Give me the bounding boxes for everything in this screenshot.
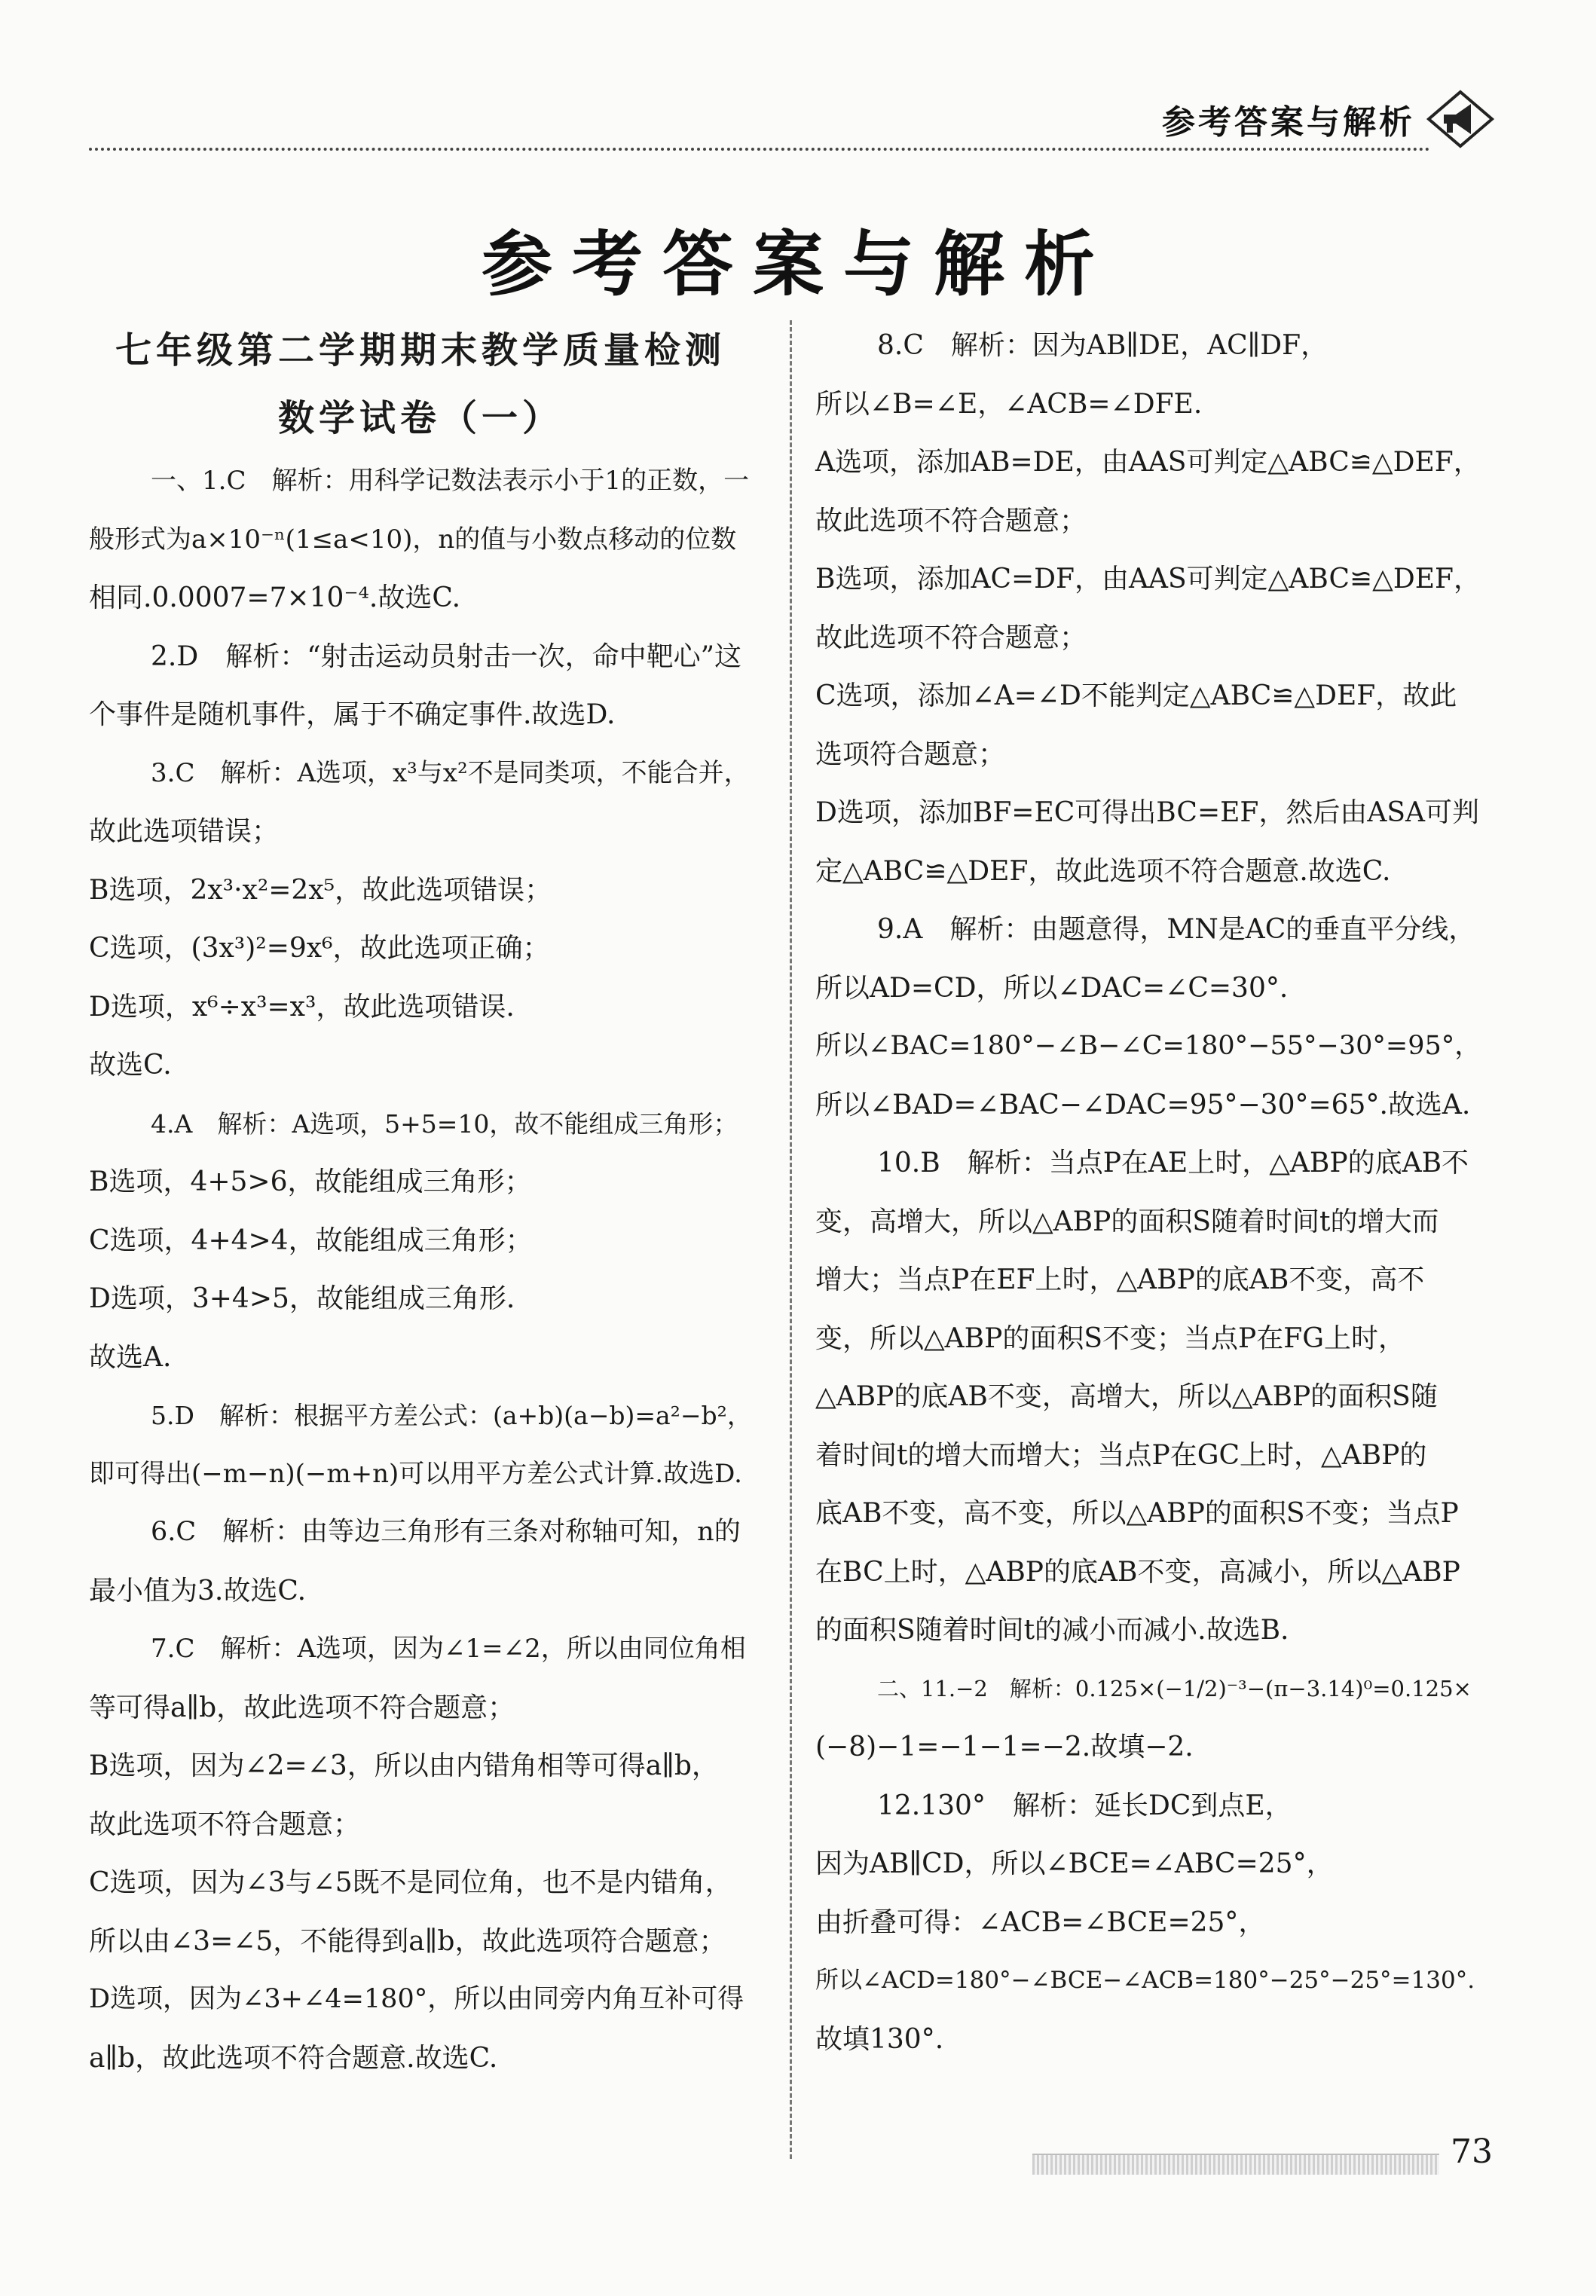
answer-line: 故此选项不符合题意； [89, 1808, 361, 1840]
answer-line: 8.C 解析：因为AB∥DE，AC∥DF， [877, 330, 1328, 361]
answer-line: 着时间t的增大而增大；当点P在GC上时，△ABP的 [815, 1439, 1427, 1471]
answer-line: C选项，因为∠3与∠5既不是同位角，也不是内错角， [89, 1867, 732, 1898]
answer-line: 10.B 解析：当点P在AE上时，△ABP的底AB不 [877, 1148, 1469, 1179]
answer-line: 所以∠ACD=180°−∠BCE−∠ACB=180°−25°−25°=130°. [815, 1967, 1475, 1994]
answer-line: 变，高增大，所以△ABP的面积S随着时间t的增大而 [815, 1206, 1439, 1237]
right-column-text [815, 316, 1486, 2068]
answer-line: 3.C 解析：A选项，x³与x²不是同类项，不能合并， [151, 757, 750, 788]
column-divider [790, 320, 792, 2159]
answer-line: 在BC上时，△ABP的底AB不变，高减小，所以△ABP [815, 1556, 1460, 1588]
answer-line: B选项，添加AC=DF，由AAS可判定△ABC≌△DEF， [815, 564, 1481, 595]
answer-line: 9.A 解析：由题意得，MN是AC的垂直平分线， [877, 914, 1476, 945]
answer-line: 2.D 解析：“射击运动员射击一次，命中靶心”这 [151, 640, 742, 672]
page-number: 73 [1451, 2132, 1493, 2171]
answer-line: 12.130° 解析：延长DC到点E， [877, 1790, 1292, 1821]
answer-line: 故填130°. [815, 2023, 944, 2055]
answer-line: 所以∠B=∠E，∠ACB=∠DFE. [815, 388, 1203, 420]
answer-line: D选项，3+4>5，故能组成三角形. [89, 1283, 515, 1314]
answer-line: 故此选项不符合题意； [815, 505, 1087, 537]
answer-line: 故此选项错误； [89, 816, 280, 847]
answer-line: C选项，(3x³)²=9x⁶，故此选项正确； [89, 933, 550, 964]
footer-decoration [1032, 2154, 1439, 2175]
answer-line: 增大；当点P在EF上时，△ABP的底AB不变，高不 [815, 1264, 1425, 1295]
answer-line: 因为AB∥CD，所以∠BCE=∠ABC=25°， [815, 1848, 1334, 1879]
answer-line: 故选A. [89, 1341, 172, 1373]
answer-line: 所以∠BAC=180°−∠B−∠C=180°−55°−30°=95°， [815, 1031, 1481, 1061]
page-title: 参考答案与解析 [481, 224, 1114, 306]
answer-line: 6.C 解析：由等边三角形有三条对称轴可知，n的 [151, 1517, 741, 1547]
answer-line: B选项，4+5>6，故能组成三角形； [89, 1166, 532, 1197]
answer-line: 由折叠可得：∠ACB=∠BCE=25°， [815, 1906, 1266, 1938]
answer-line: B选项，因为∠2=∠3，所以由内错角相等可得a∥b， [89, 1750, 719, 1781]
answer-line: 选项符合题意； [815, 738, 1006, 770]
running-header [89, 89, 1521, 157]
answer-line: (−8)−1=−1−1=−2.故填−2. [815, 1732, 1194, 1763]
answer-line: 最小值为3.故选C. [89, 1575, 307, 1607]
answer-line: 一、1.C 解析：用科学记数法表示小于1的正数，一 [151, 466, 750, 496]
answer-line: 等可得a∥b，故此选项不符合题意； [89, 1692, 515, 1723]
answer-line: 的面积S随着时间t的减小而减小.故选B. [815, 1615, 1289, 1646]
answer-line: 所以由∠3=∠5，不能得到a∥b，故此选项符合题意； [89, 1925, 726, 1957]
answer-line: 5.D 解析：根据平方差公式：(a+b)(a−b)=a²−b²， [151, 1401, 752, 1430]
answer-line: D选项，添加BF=EC可得出BC=EF，然后由ASA可判 [815, 797, 1480, 828]
left-column-text [89, 452, 752, 2087]
answer-line: D选项，x⁶÷x³=x³，故此选项错误. [89, 991, 515, 1023]
answer-line: 7.C 解析：A选项，因为∠1=∠2，所以由同位角相 [151, 1634, 746, 1664]
answer-line: a∥b，故此选项不符合题意.故选C. [89, 2042, 498, 2074]
answer-line: B选项，2x³·x²=2x⁵，故此选项错误； [89, 874, 552, 906]
right-column [815, 316, 1486, 2068]
left-column [89, 316, 752, 2087]
answer-line: 二、11.−2 解析：0.125×(−1/2)⁻³−(π−3.14)⁰=0.125× [877, 1675, 1472, 1701]
answer-line: 故此选项不符合题意； [815, 622, 1087, 653]
answer-line: 4.A 解析：A选项，5+5=10，故不能组成三角形； [151, 1108, 738, 1139]
answer-line: △ABP的底AB不变，高增大，所以△ABP的面积S随 [815, 1381, 1438, 1412]
answer-line: 个事件是随机事件，属于不确定事件.故选D. [89, 699, 616, 730]
header-dotted-rule [89, 148, 1430, 151]
answer-line: 所以AD=CD，所以∠DAC=∠C=30°. [815, 972, 1289, 1004]
answer-line: D选项，因为∠3+∠4=180°，所以由同旁内角互补可得 [89, 1984, 744, 2014]
answer-line: A选项，添加AB=DE，由AAS可判定△ABC≌△DEF， [815, 447, 1481, 478]
answer-line: 相同.0.0007=7×10⁻⁴.故选C. [89, 582, 461, 613]
answer-line: 底AB不变，高不变，所以△ABP的面积S不变；当点P [815, 1498, 1459, 1529]
answer-line: C选项，添加∠A=∠D不能判定△ABC≌△DEF，故此 [815, 680, 1457, 711]
answer-line: 所以∠BAD=∠BAC−∠DAC=95°−30°=65°.故选A. [815, 1089, 1471, 1120]
section-title-line2: 数学试卷（一） [277, 397, 563, 439]
answer-line: 即可得出(−m−n)(−m+n)可以用平方差公式计算.故选D. [89, 1458, 742, 1489]
answer-line: 定△ABC≌△DEF，故此选项不符合题意.故选C. [815, 855, 1391, 887]
megaphone-icon [1423, 89, 1498, 149]
answer-line: 般形式为a×10⁻ⁿ(1≤a<10)，n的值与小数点移动的位数 [89, 524, 737, 555]
answer-line: 变，所以△ABP的面积S不变；当点P在FG上时， [815, 1322, 1405, 1354]
answer-line: C选项，4+4>4，故能组成三角形； [89, 1224, 533, 1256]
section-title-line1: 七年级第二学期期末教学质量检测 [115, 329, 726, 371]
answer-line: 故选C. [89, 1050, 172, 1081]
running-header-title: 参考答案与解析 [1162, 103, 1415, 142]
